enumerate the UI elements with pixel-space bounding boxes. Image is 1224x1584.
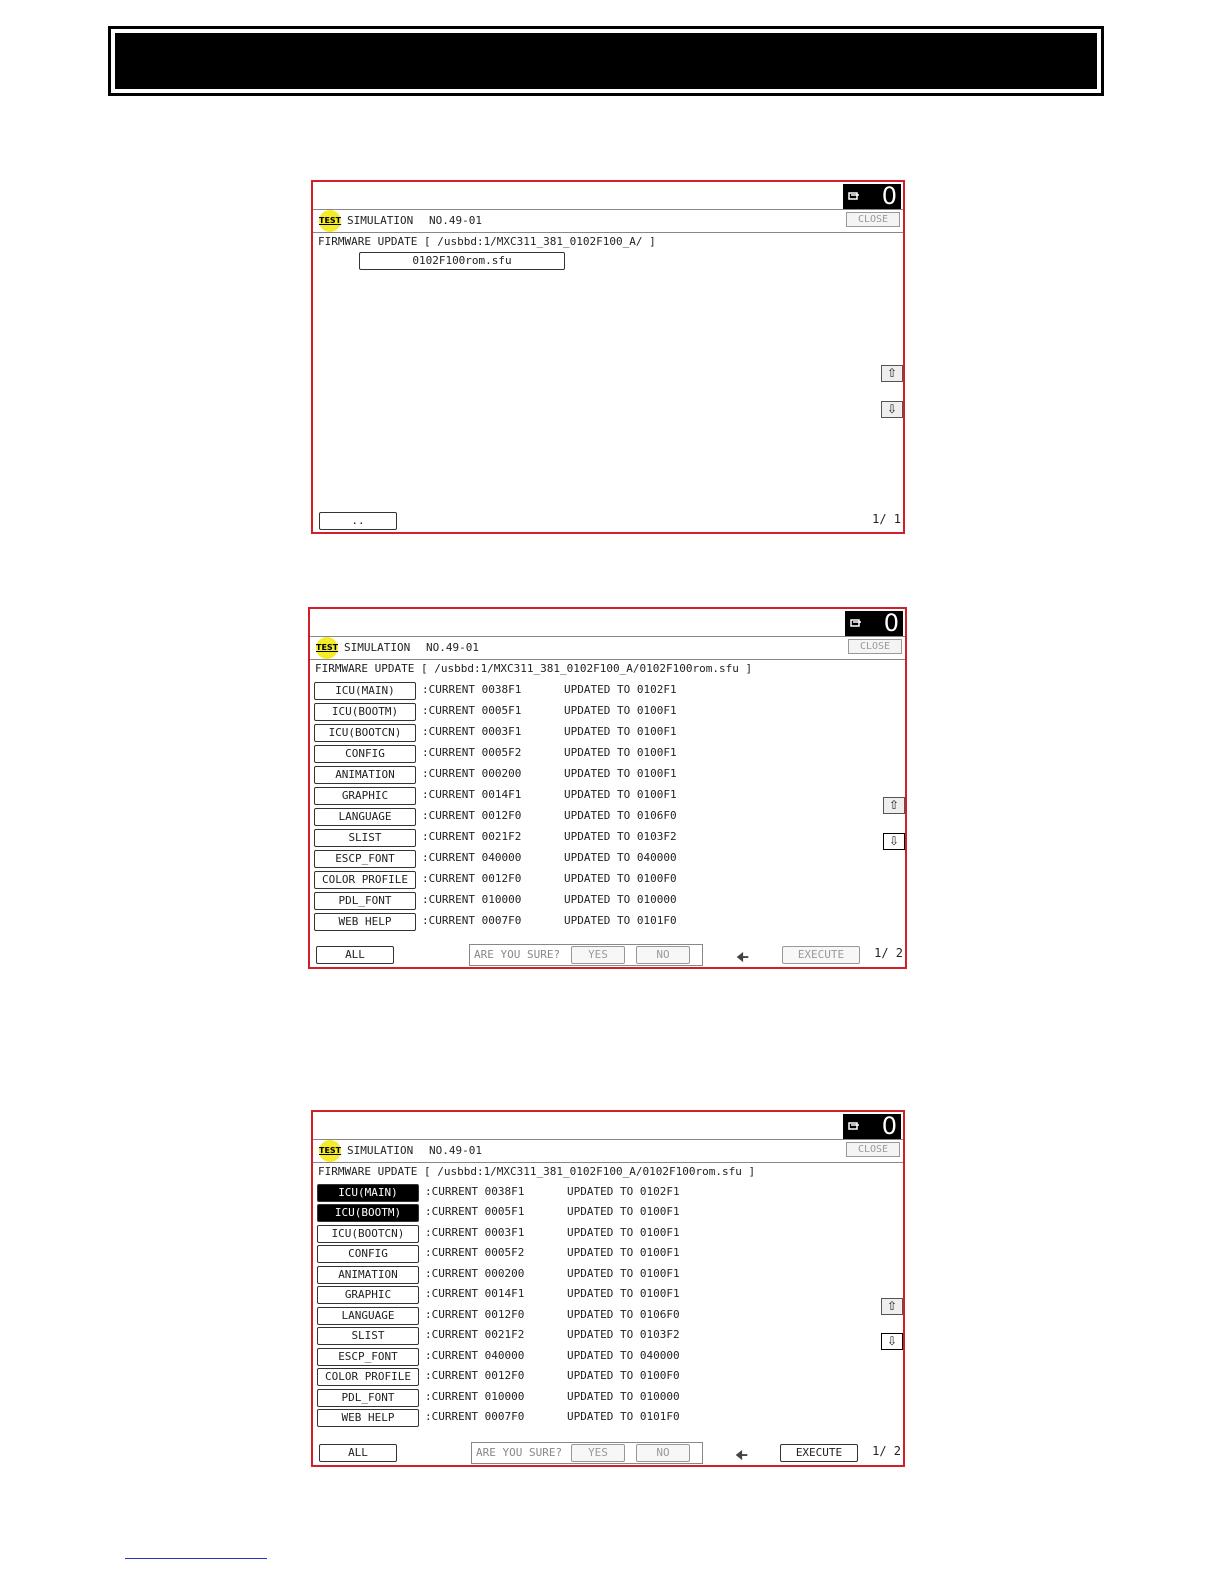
current-version: :CURRENT 000200 (425, 1267, 525, 1280)
firmware-path: FIRMWARE UPDATE [ /usbbd:1/MXC311_381_0102F100_A/0102F100rom.sfu ] (318, 1165, 756, 1178)
current-version: :CURRENT 0014F1 (425, 1287, 525, 1300)
test-icon: TEST (319, 210, 341, 232)
current-version: :CURRENT 0014F1 (422, 788, 522, 801)
title-row (310, 636, 905, 660)
updated-version: UPDATED TO 0100F1 (567, 1226, 680, 1239)
close-button[interactable]: CLOSE (846, 212, 900, 227)
updated-version: UPDATED TO 040000 (564, 851, 677, 864)
current-version: :CURRENT 0005F1 (425, 1205, 525, 1218)
all-button[interactable]: ALL (319, 1444, 397, 1462)
back-arrow-icon[interactable]: 🠈 (736, 950, 750, 966)
updated-version: UPDATED TO 0100F1 (567, 1267, 680, 1280)
current-version: :CURRENT 040000 (425, 1349, 525, 1362)
test-icon: TEST (319, 1140, 341, 1162)
updated-version: UPDATED TO 0103F2 (564, 830, 677, 843)
updated-version: UPDATED TO 0100F1 (564, 746, 677, 759)
firmware-item-button[interactable]: GRAPHIC (314, 787, 416, 805)
firmware-item-button[interactable]: COLOR PROFILE (317, 1368, 419, 1386)
title-row (313, 209, 903, 233)
simulation-label: SIMULATION (347, 214, 414, 227)
current-version: :CURRENT 0038F1 (422, 683, 522, 696)
scroll-down-icon[interactable]: ⇩ (883, 833, 905, 850)
updated-version: UPDATED TO 010000 (564, 893, 677, 906)
tray-icon (848, 1121, 860, 1131)
firmware-path: FIRMWARE UPDATE [ /usbbd:1/MXC311_381_0102F100_A/ ] (318, 235, 656, 248)
close-button[interactable]: CLOSE (848, 639, 902, 654)
current-version: :CURRENT 0007F0 (422, 914, 522, 927)
execute-button[interactable]: EXECUTE (782, 946, 860, 964)
no-button[interactable]: NO (636, 946, 690, 964)
screen-firmware-list (308, 607, 907, 969)
file-button[interactable]: 0102F100rom.sfu (359, 252, 565, 270)
simulation-number: NO.49-01 (429, 1144, 482, 1157)
updated-version: UPDATED TO 0106F0 (564, 809, 677, 822)
execute-button[interactable]: EXECUTE (780, 1444, 858, 1462)
no-button[interactable]: NO (636, 1444, 690, 1462)
back-arrow-icon[interactable]: 🠈 (735, 1448, 749, 1464)
updated-version: UPDATED TO 0102F1 (567, 1185, 680, 1198)
firmware-item-button[interactable]: WEB HELP (317, 1409, 419, 1427)
updated-version: UPDATED TO 0100F1 (564, 767, 677, 780)
updated-version: UPDATED TO 040000 (567, 1349, 680, 1362)
updated-version: UPDATED TO 0100F1 (564, 788, 677, 801)
counter-value: 0 (881, 1112, 897, 1140)
counter-value: 0 (881, 182, 897, 210)
current-version: :CURRENT 0021F2 (425, 1328, 525, 1341)
firmware-item-button[interactable]: ICU(BOOTCN) (317, 1225, 419, 1243)
screen-firmware-selected (311, 1110, 905, 1467)
scroll-down-icon[interactable]: ⇩ (881, 401, 903, 418)
firmware-item-button[interactable]: ESCP_FONT (317, 1348, 419, 1366)
current-version: :CURRENT 0012F0 (425, 1369, 525, 1382)
updated-version: UPDATED TO 0100F1 (564, 725, 677, 738)
confirm-box (469, 944, 703, 966)
confirm-question: ARE YOU SURE? (476, 1446, 563, 1459)
yes-button[interactable]: YES (571, 946, 625, 964)
current-version: :CURRENT 0012F0 (422, 872, 522, 885)
counter-value: 0 (883, 609, 899, 637)
current-version: :CURRENT 0005F2 (422, 746, 522, 759)
current-version: :CURRENT 0021F2 (422, 830, 522, 843)
copy-counter (843, 184, 901, 210)
current-version: :CURRENT 0003F1 (422, 725, 522, 738)
scroll-up-icon[interactable]: ⇧ (881, 1298, 903, 1315)
updated-version: UPDATED TO 0100F1 (567, 1205, 680, 1218)
firmware-item-button[interactable]: ICU(MAIN) (317, 1184, 419, 1202)
current-version: :CURRENT 0038F1 (425, 1185, 525, 1198)
simulation-number: NO.49-01 (426, 641, 479, 654)
updated-version: UPDATED TO 0100F0 (567, 1369, 680, 1382)
tray-icon (850, 618, 862, 628)
updated-version: UPDATED TO 0101F0 (567, 1410, 680, 1423)
firmware-item-button[interactable]: PDL_FONT (314, 892, 416, 910)
firmware-item-button[interactable]: COLOR PROFILE (314, 871, 416, 889)
current-version: :CURRENT 000200 (422, 767, 522, 780)
all-button[interactable]: ALL (316, 946, 394, 964)
updated-version: UPDATED TO 0102F1 (564, 683, 677, 696)
current-version: :CURRENT 0012F0 (422, 809, 522, 822)
scroll-up-icon[interactable]: ⇧ (883, 797, 905, 814)
screen-file-select (311, 180, 905, 534)
firmware-item-button[interactable]: LANGUAGE (314, 808, 416, 826)
yes-button[interactable]: YES (571, 1444, 625, 1462)
page-indicator: 1/ 2 (872, 1444, 901, 1458)
current-version: :CURRENT 0003F1 (425, 1226, 525, 1239)
title-row (313, 1139, 903, 1163)
updated-version: UPDATED TO 0101F0 (564, 914, 677, 927)
firmware-item-button[interactable]: ICU(BOOTM) (317, 1204, 419, 1222)
simulation-label: SIMULATION (344, 641, 411, 654)
current-version: :CURRENT 0005F2 (425, 1246, 525, 1259)
current-version: :CURRENT 040000 (422, 851, 522, 864)
firmware-item-button[interactable]: LANGUAGE (317, 1307, 419, 1325)
close-button[interactable]: CLOSE (846, 1142, 900, 1157)
simulation-label: SIMULATION (347, 1144, 414, 1157)
test-icon: TEST (316, 637, 338, 659)
firmware-item-button[interactable]: ANIMATION (314, 766, 416, 784)
firmware-item-button[interactable]: CONFIG (314, 745, 416, 763)
confirm-question: ARE YOU SURE? (474, 948, 561, 961)
updated-version: UPDATED TO 0100F1 (564, 704, 677, 717)
current-version: :CURRENT 010000 (425, 1390, 525, 1403)
updated-version: UPDATED TO 0100F1 (567, 1246, 680, 1259)
firmware-item-button[interactable]: ICU(BOOTCN) (314, 724, 416, 742)
page-indicator: 1/ 1 (872, 512, 901, 526)
parent-folder-button[interactable]: .. (319, 512, 397, 530)
confirm-box (471, 1442, 703, 1464)
firmware-item-button[interactable]: GRAPHIC (317, 1286, 419, 1304)
firmware-item-button[interactable]: PDL_FONT (317, 1389, 419, 1407)
firmware-item-button[interactable]: ICU(MAIN) (314, 682, 416, 700)
tray-icon (848, 191, 860, 201)
updated-version: UPDATED TO 0100F1 (567, 1287, 680, 1300)
firmware-item-button[interactable]: SLIST (317, 1327, 419, 1345)
copy-counter (843, 1114, 901, 1140)
updated-version: UPDATED TO 0103F2 (567, 1328, 680, 1341)
current-version: :CURRENT 0005F1 (422, 704, 522, 717)
firmware-item-button[interactable]: ESCP_FONT (314, 850, 416, 868)
firmware-path: FIRMWARE UPDATE [ /usbbd:1/MXC311_381_0102F100_A/0102F100rom.sfu ] (315, 662, 753, 675)
firmware-item-button[interactable]: ICU(BOOTM) (314, 703, 416, 721)
copy-counter (845, 611, 903, 637)
footer-link-line[interactable] (125, 1558, 267, 1559)
updated-version: UPDATED TO 010000 (567, 1390, 680, 1403)
current-version: :CURRENT 0012F0 (425, 1308, 525, 1321)
simulation-number: NO.49-01 (429, 214, 482, 227)
scroll-down-icon[interactable]: ⇩ (881, 1333, 903, 1350)
header-bar (108, 26, 1104, 96)
current-version: :CURRENT 0007F0 (425, 1410, 525, 1423)
updated-version: UPDATED TO 0106F0 (567, 1308, 680, 1321)
firmware-item-button[interactable]: WEB HELP (314, 913, 416, 931)
current-version: :CURRENT 010000 (422, 893, 522, 906)
firmware-item-button[interactable]: CONFIG (317, 1245, 419, 1263)
updated-version: UPDATED TO 0100F0 (564, 872, 677, 885)
firmware-item-button[interactable]: SLIST (314, 829, 416, 847)
page-indicator: 1/ 2 (874, 946, 903, 960)
firmware-item-button[interactable]: ANIMATION (317, 1266, 419, 1284)
scroll-up-icon[interactable]: ⇧ (881, 365, 903, 382)
